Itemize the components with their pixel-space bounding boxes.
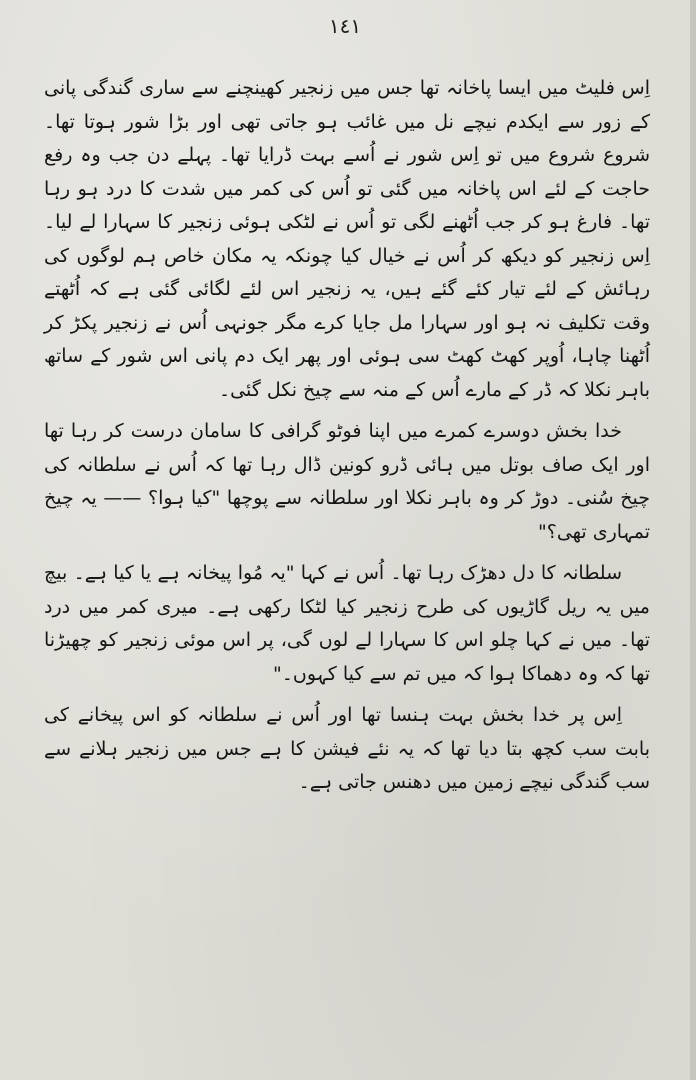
paragraph-2: خدا بخش دوسرے کمرے میں اپنا فوٹو گرافی کا سامان درست کر رہا تھا اور ایک صاف بوتل میں ہائی ڈرو کونین ڈال رہا تھا کہ اُس نے سلطانہ کی چیخ سُنی۔ دوڑ کر وہ باہر نکلا اور سلطانہ سے پوچھا "کیا ہوا؟ —— یہ چیخ تمہاری تھی؟" [44, 420, 650, 543]
paragraph-1: اِس فلیٹ میں ایسا پاخانہ تھا جس میں زنجیر کھینچنے سے ساری گندگی پانی کے زور سے ایکدم نیچے نل میں غائب ہو جاتی تھی اور بڑا شور ہوتا تھا۔ شروع شروع میں تو اِس شور نے اُسے بہت ڈرایا تھا۔ پہلے دن جب وہ رفع حاجت کے لئے اس پاخانہ میں گئی تو اُس کی کمر میں شدت کا درد ہو رہا تھا۔ فارغ ہو کر جب اُٹھنے لگی تو اُس نے لٹکی ہوئی زنجیر کا سہارا لے لیا۔ اِس زنجیر کو دیکھ کر اُس نے خیال کیا چونکہ یہ مکان خاص ہم لوگوں کی رہائش کے لئے تیار کئے گئے ہیں، یہ زنجیر اس لئے لگائی گئی ہے کہ اُٹھتے وقت تکلیف نہ ہو اور سہارا مل جایا کرے مگر جونہی اُس نے زنجیر پکڑ کر اُٹھنا چاہا، اُوپر کھٹ کھٹ سی ہوئی اور پھر ایک دم پانی اس شور کے ساتھ باہر نکلا کہ ڈر کے مارے اُس کے منہ سے چیخ نکل گئی۔ [44, 77, 650, 401]
page-body-text [44, 72, 650, 808]
paragraph-3: سلطانہ کا دل دھڑک رہا تھا۔ اُس نے کہا "یہ مُوا پیخانہ ہے یا کیا ہے۔ بیچ میں یہ ریل گاڑیوں کی طرح زنجیر کیا لٹکا رکھی ہے۔ میری کمر میں درد تھا۔ میں نے کہا چلو اس کا سہارا لے لوں گی، پر اس موئی زنجیر کو چھیڑنا تھا کہ وہ دھماکا ہوا کہ میں تم سے کیا کہوں۔" [44, 562, 650, 685]
paragraph-4: اِس پر خدا بخش بہت ہنسا تھا اور اُس نے سلطانہ کو اس پیخانے کی بابت سب کچھ بتا دیا تھا کہ یہ نئے فیشن کا ہے جس میں زنجیر ہلانے سے سب گندگی نیچے زمین میں دھنس جاتی ہے۔ [44, 704, 650, 793]
page-number: ١٤١ [328, 14, 362, 38]
